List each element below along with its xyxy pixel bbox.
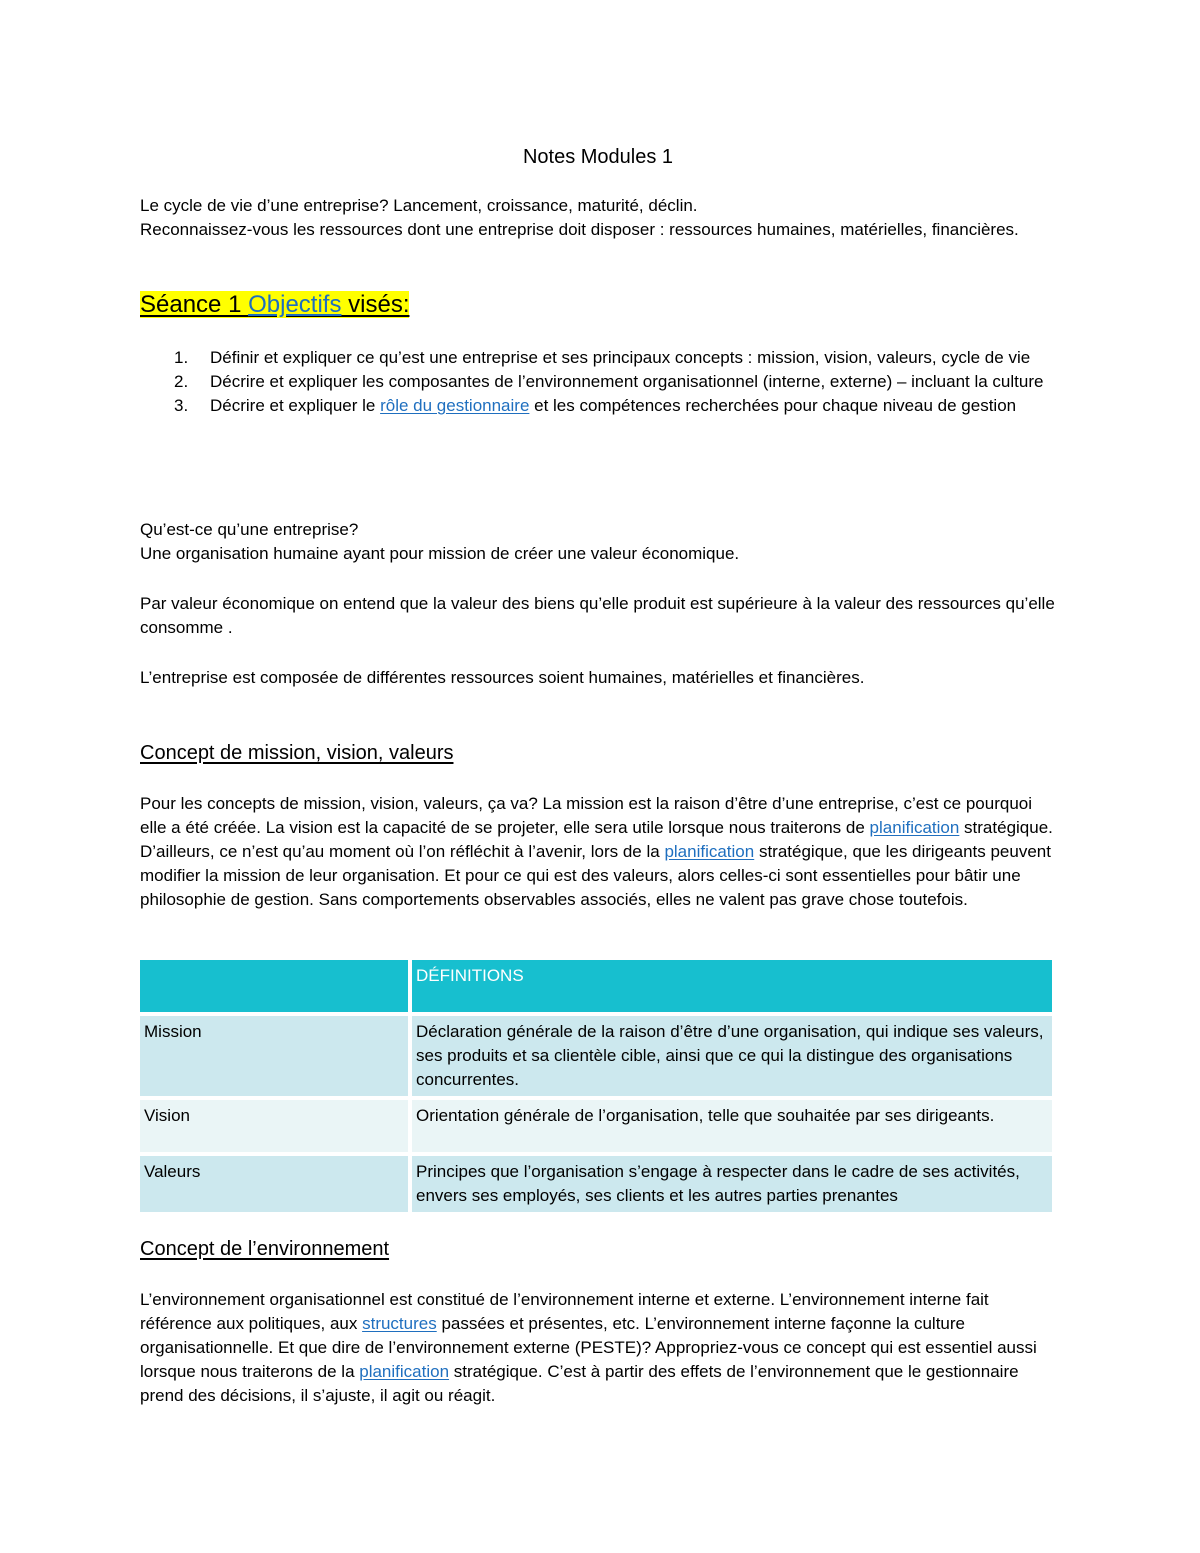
list-item bbox=[174, 394, 1126, 418]
list-item-number: 3. bbox=[174, 396, 189, 415]
entreprise-answer: Une organisation humaine ayant pour mission de créer une valeur économique. bbox=[140, 544, 740, 563]
intro-cycle-de-vie: Le cycle de vie d’une entreprise? Lancement, croissance, maturité, déclin. bbox=[140, 196, 698, 215]
seance-heading-part1: Séance 1 bbox=[140, 291, 249, 318]
planification-link[interactable]: planification bbox=[359, 1362, 450, 1381]
planification-link[interactable]: planification bbox=[869, 818, 960, 837]
list-item-text-post: et les compétences recherchées pour chaque niveau de gestion bbox=[529, 396, 1017, 415]
list-item-number: 1. bbox=[174, 348, 189, 367]
list-item bbox=[174, 370, 1126, 394]
planification-link[interactable]: planification bbox=[664, 842, 755, 861]
list-item bbox=[174, 346, 1126, 370]
table-definition: Orientation générale de l’organisation, telle que souhaitée par ses dirigeants. bbox=[412, 1100, 1052, 1152]
concept-mission-text-3: stratégique, que les dirigeants peuvent modifier la mission de leur organisation. Et pour ce qui est des valeurs, alors celles-ci sont essentielles pour bâtir une philosophie de gestion. Sans comportements observables associés, elles ne valent pas grave chose toutefois. bbox=[140, 842, 1051, 909]
table-header-row bbox=[140, 960, 1052, 1012]
table-definition: Principes que l’organisation s’engage à respecter dans le cadre de ses activités, envers ses employés, ses clients et les autres parties prenantes bbox=[412, 1156, 1052, 1212]
definitions-table bbox=[136, 956, 1056, 1216]
table-term: Vision bbox=[140, 1100, 408, 1152]
concept-mission-text-2: stratégique. D’ailleurs, ce n’est qu’au moment où l’on réfléchit à l’avenir, lors de la bbox=[140, 818, 1053, 861]
concept-environnement-paragraph bbox=[140, 1288, 1056, 1408]
seance-heading-highlight bbox=[140, 291, 409, 318]
concept-mission-text-1: Pour les concepts de mission, vision, valeurs, ça va? La mission est la raison d’être d’une entreprise, c’est ce pourquoi elle a été créée. La vision est la capacité de se projeter, elle sera utile lorsque nous traiterons de bbox=[140, 794, 1033, 837]
concept-environnement-text-1: L’environnement organisationnel est constitué de l’environnement interne et externe. L’environnement interne fait référence aux politiques, aux bbox=[140, 1290, 989, 1333]
table-header-definitions: DÉFINITIONS bbox=[412, 960, 1052, 1012]
table-term: Mission bbox=[140, 1016, 408, 1096]
objectives-list bbox=[140, 346, 1126, 418]
table-row bbox=[140, 1016, 1052, 1096]
table-row bbox=[140, 1100, 1052, 1152]
concept-environnement-text-2: passées et présentes, etc. L’environnement interne façonne la culture organisationnelle. Et que dire de l’environnement externe (PESTE)? Appropriez-vous ce concept qui est essentiel aussi lorsque nous traiterons de la bbox=[140, 1314, 1037, 1381]
intro-ressources: Reconnaissez-vous les ressources dont une entreprise doit disposer : ressources humaines, matérielles, financières. bbox=[140, 220, 1019, 239]
concept-environnement-heading: Concept de l’environnement bbox=[140, 1238, 390, 1260]
structures-link[interactable]: structures bbox=[362, 1314, 437, 1333]
entreprise-valeur-paragraph: Par valeur économique on entend que la valeur des biens qu’elle produit est supérieure à la valeur des ressources qu’elle consomme . bbox=[140, 594, 1055, 637]
entreprise-ressources-paragraph: L’entreprise est composée de différentes ressources soient humaines, matérielles et financières. bbox=[140, 668, 865, 687]
list-item-text: Décrire et expliquer les composantes de l’environnement organisationnel (interne, externe) – incluant la culture bbox=[210, 372, 1044, 391]
seance-heading-part2: visés: bbox=[341, 291, 410, 318]
objectifs-link[interactable]: Objectifs bbox=[248, 291, 342, 318]
concept-mission-paragraph bbox=[140, 792, 1056, 912]
list-item-number: 2. bbox=[174, 372, 189, 391]
seance-heading bbox=[140, 290, 1056, 320]
table-definition: Déclaration générale de la raison d’être d’une organisation, qui indique ses valeurs, ses produits et sa clientèle cible, ainsi que ce qui la distingue des organisations concurrentes. bbox=[412, 1016, 1052, 1096]
role-gestionnaire-link[interactable]: rôle du gestionnaire bbox=[380, 396, 530, 415]
concept-environnement-text-3: stratégique. C’est à partir des effets de l’environnement que le gestionnaire prend des décisions, il s’ajuste, il agit ou réagit. bbox=[140, 1362, 1019, 1405]
table-header-empty bbox=[140, 960, 408, 1012]
page-title: Notes Modules 1 bbox=[522, 146, 674, 168]
concept-mission-heading: Concept de mission, vision, valeurs bbox=[140, 742, 454, 764]
table-row bbox=[140, 1156, 1052, 1212]
list-item-text-pre: Décrire et expliquer le bbox=[210, 396, 381, 415]
list-item-text: Définir et expliquer ce qu’est une entreprise et ses principaux concepts : mission, vision, valeurs, cycle de vie bbox=[210, 348, 1031, 367]
entreprise-question: Qu’est-ce qu’une entreprise? bbox=[140, 520, 359, 539]
table-term: Valeurs bbox=[140, 1156, 408, 1212]
